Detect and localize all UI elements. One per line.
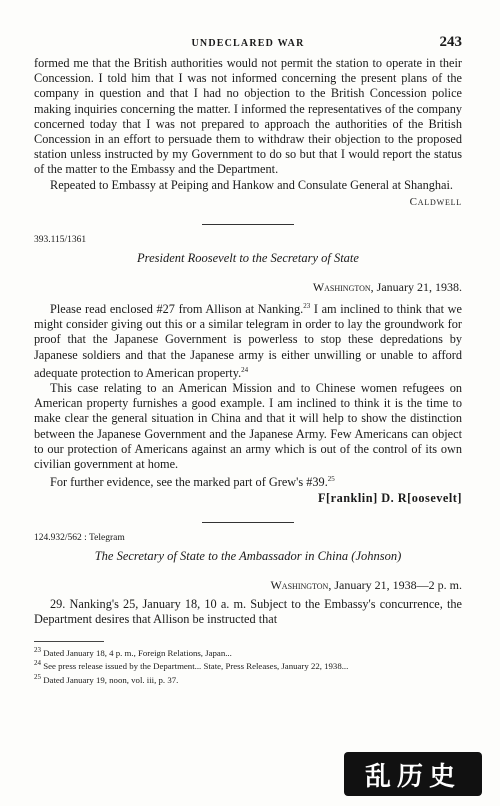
footnote-number: 24 — [34, 659, 41, 668]
footnote-rule — [34, 641, 104, 642]
footnote — [34, 672, 462, 685]
paragraph — [34, 299, 462, 381]
footnote-text: Dated January 18, 4 p. m., Foreign Relations, Japan... — [43, 647, 232, 658]
footnote — [34, 658, 462, 671]
watermark-logo — [344, 752, 482, 796]
running-title: UNDECLARED WAR — [191, 38, 305, 49]
dateline-place: Washington, — [270, 577, 332, 592]
paragraph: 29. Nanking's 25, January 18, 10 a. m. Subject to the Embassy's concurrence, the Department desires that Allison be instructed that — [34, 596, 462, 626]
dateline — [34, 578, 462, 593]
footnote-ref: 25 — [327, 475, 335, 484]
footnote-number: 25 — [34, 672, 41, 681]
watermark-text: 乱历史 — [364, 761, 461, 792]
paragraph-text: I am inclined to think that we might consider giving out this or a similar telegram in order to lay the groundwork for proof that the Japanese Government is powerless to stop these depredations by Japanese soldiers and that the Japanese army is either unwilling or unable to afford adequate protection to American property. — [34, 301, 463, 380]
footnote-ref: 24 — [241, 365, 249, 374]
footnotes — [34, 641, 462, 685]
dateline-place: Washington, — [312, 279, 374, 294]
footnote-text: Dated January 19, noon, vol. iii, p. 37. — [43, 674, 179, 685]
signature-caldwell: Caldwell — [409, 195, 462, 208]
footnote-number: 23 — [34, 645, 41, 654]
section-divider — [202, 224, 294, 225]
document-title: The Secretary of State to the Ambassador in China (Johnson) — [94, 548, 402, 563]
paragraph: This case relating to an American Mission and to Chinese women refugees on American property furnishes a good example. I am inclined to think it is the time to make clear the general situation in China and that it will help to show the distinction between the Japanese Government and the Japanese Army. Few Americans can object to our protection of Americans against an army which is out of the control of its own civilian government at home. — [34, 381, 462, 472]
file-number: 393.115/1361 — [34, 234, 87, 245]
running-header — [34, 34, 462, 56]
paragraph-text: For further evidence, see the marked part of Grew's #39. — [50, 475, 328, 490]
footnote-text: See press release issued by the Department... State, Press Releases, January 22, 1938... — [43, 661, 349, 672]
paragraph-text: Please read enclosed #27 from Allison at Nanking. — [50, 301, 304, 316]
paragraph — [34, 472, 462, 490]
dateline-date: January 21, 1938—2 p. m. — [334, 577, 462, 592]
signature-roosevelt: F[ranklin] D. R[oosevelt] — [318, 490, 462, 505]
paragraph: Repeated to Embassy at Peiping and Hankow and Consulate General at Shanghai. — [50, 177, 453, 192]
footnote-ref: 23 — [303, 301, 311, 310]
document-page — [34, 34, 463, 685]
section-divider — [202, 522, 294, 523]
dateline — [34, 280, 462, 295]
document-title: President Roosevelt to the Secretary of State — [137, 250, 359, 265]
page-number: 243 — [439, 34, 462, 50]
dateline-date: January 21, 1938. — [376, 279, 462, 294]
footnote — [34, 645, 462, 658]
file-number: 124.932/562 : Telegram — [34, 532, 125, 543]
paragraph: formed me that the British authorities would not permit the station to operate in their Concession. I told him that I was not informed concerning the present plans of the company in question and that I had no objection to the British Concession police making inquiries concerning the matter. I informed the representatives of the company concerned today that I was not prepared to approach the authorities of the British Concession in an effort to persuade them to withdraw their objection to the proposed station unless instructed by my Government to do so but that I would report the status of the matter to the Embassy and the Department. — [34, 56, 462, 177]
